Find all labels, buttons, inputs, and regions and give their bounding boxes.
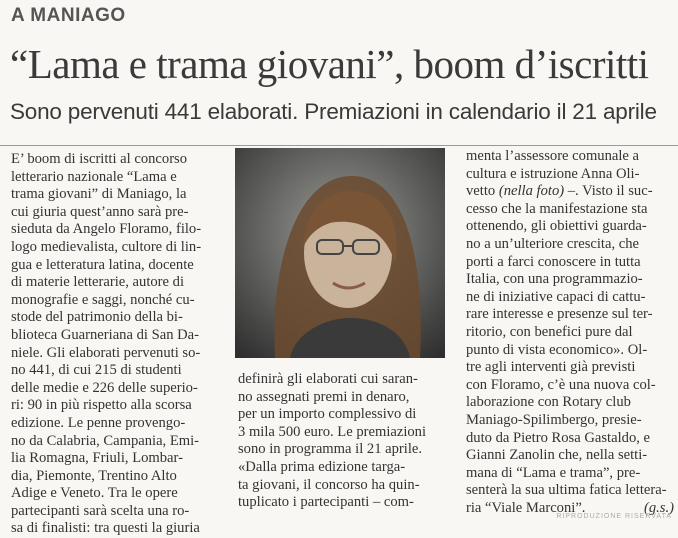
text-line: mana di “Lama e trama”, pre-	[466, 464, 641, 481]
text-line: ritorio, con benefici pure dal	[466, 323, 633, 340]
text-line: sa di finalisti: tra questi la giuria	[11, 520, 200, 537]
text-line: tuplicato i partecipanti – com-	[238, 494, 414, 511]
text-line: ria “Viale Marconi”. (g.s.)	[466, 499, 674, 516]
text-line: duto da Pietro Rosa Gastaldo, e	[466, 429, 651, 446]
text-line: no a un’ulteriore crescita, che	[466, 235, 640, 252]
text-line: trama giovani” di Maniago, la	[11, 186, 187, 203]
section-kicker: A MANIAGO	[11, 5, 126, 26]
text-line: cesso che la manifestazione sta	[466, 200, 648, 217]
text-line: no da Calabria, Campania, Emi-	[11, 432, 200, 449]
text-line: cui giuria quest’anno sarà pre-	[11, 203, 189, 220]
text-line: no 441, di cui 215 di studenti	[11, 362, 182, 379]
text-line: laborazione con Rotary club	[466, 394, 631, 411]
text-line: tre agli interventi già previsti	[466, 359, 636, 376]
text-line: senterà la sua ultima fatica lettera-	[466, 482, 667, 499]
text-line: porti a farci conoscere in tutta	[466, 253, 641, 270]
text-line: ne di iniziative capaci di cattu-	[466, 288, 646, 305]
text-line: logo medievalista, cultore di lin-	[11, 238, 202, 255]
portrait-photo	[235, 148, 445, 358]
text-line: ri: 90 in più rispetto alla scorsa	[11, 397, 192, 414]
text-line: cultura e istruzione Anna Oli-	[466, 165, 640, 182]
headline: “Lama e trama giovani”, boom d’iscritti	[10, 41, 649, 87]
article-column-3	[466, 148, 674, 517]
text-line: definirà gli elaborati cui saran-	[238, 371, 418, 387]
text-line: Italia, con una programmazio-	[466, 271, 643, 288]
divider-rule	[0, 145, 678, 146]
text-line: Gianni Zanolin che, nella setti-	[466, 447, 648, 464]
subheadline: Sono pervenuti 441 elaborati. Premiazioni in calendario il 21 aprile	[10, 99, 657, 124]
copyright-notice: RIPRODUZIONE RISERVATA	[556, 513, 672, 520]
text-line: Adige e Veneto. Tra le opere	[11, 485, 178, 502]
text-line: E’ boom di iscritti al concorso	[11, 151, 188, 167]
text-line: sieduta da Angelo Floramo, filo-	[11, 221, 202, 238]
text-line: delle medie e 226 delle superio-	[11, 379, 198, 396]
text-line: con Floramo, c’è una nuova col-	[466, 376, 656, 393]
text-line: dia, Piemonte, Trentino Alto	[11, 467, 177, 484]
text-line: vetto (nella foto) –. Visto il suc-	[466, 183, 653, 200]
text-line: blioteca Guarneriana di San Da-	[11, 326, 200, 343]
text-line: ta giovani, il concorso ha quin-	[238, 476, 420, 493]
text-line: 3 mila 500 euro. Le premiazioni	[238, 423, 427, 440]
text-line: menta l’assessore comunale a	[466, 148, 640, 164]
text-line: Maniago-Spilimbergo, presie-	[466, 411, 642, 428]
text-line: punto di vista economico». Ol-	[466, 341, 648, 358]
text-line: no assegnati premi in denaro,	[238, 388, 410, 405]
text-line: letterario nazionale “Lama e	[11, 168, 177, 185]
portrait-icon	[235, 148, 445, 358]
text-line: edizione. Le penne provengo-	[11, 414, 186, 431]
text-line: monografie e saggi, nonché cu-	[11, 291, 195, 308]
article-column-1	[11, 151, 223, 538]
article-column-2	[238, 371, 451, 512]
text-line: rare interesse e presenze sul ter-	[466, 306, 653, 323]
text-line: ottenendo, gli obiettivi guarda-	[466, 218, 647, 235]
text-line: niele. Gli elaborati pervenuti so-	[11, 344, 201, 361]
text-line: stode del patrimonio della bi-	[11, 309, 183, 326]
text-line: sono in programma il 21 aprile.	[238, 441, 423, 458]
text-line: per un importo complessivo di	[238, 406, 417, 423]
text-line: lia Romagna, Friuli, Lombar-	[11, 450, 183, 467]
text-line: «Dalla prima edizione targa-	[238, 458, 406, 475]
text-line: di materie letterarie, autore di	[11, 274, 185, 291]
text-line: partecipanti sarà scelta una ro-	[11, 502, 190, 519]
text-line: gua e letteratura latina, docente	[11, 256, 194, 273]
